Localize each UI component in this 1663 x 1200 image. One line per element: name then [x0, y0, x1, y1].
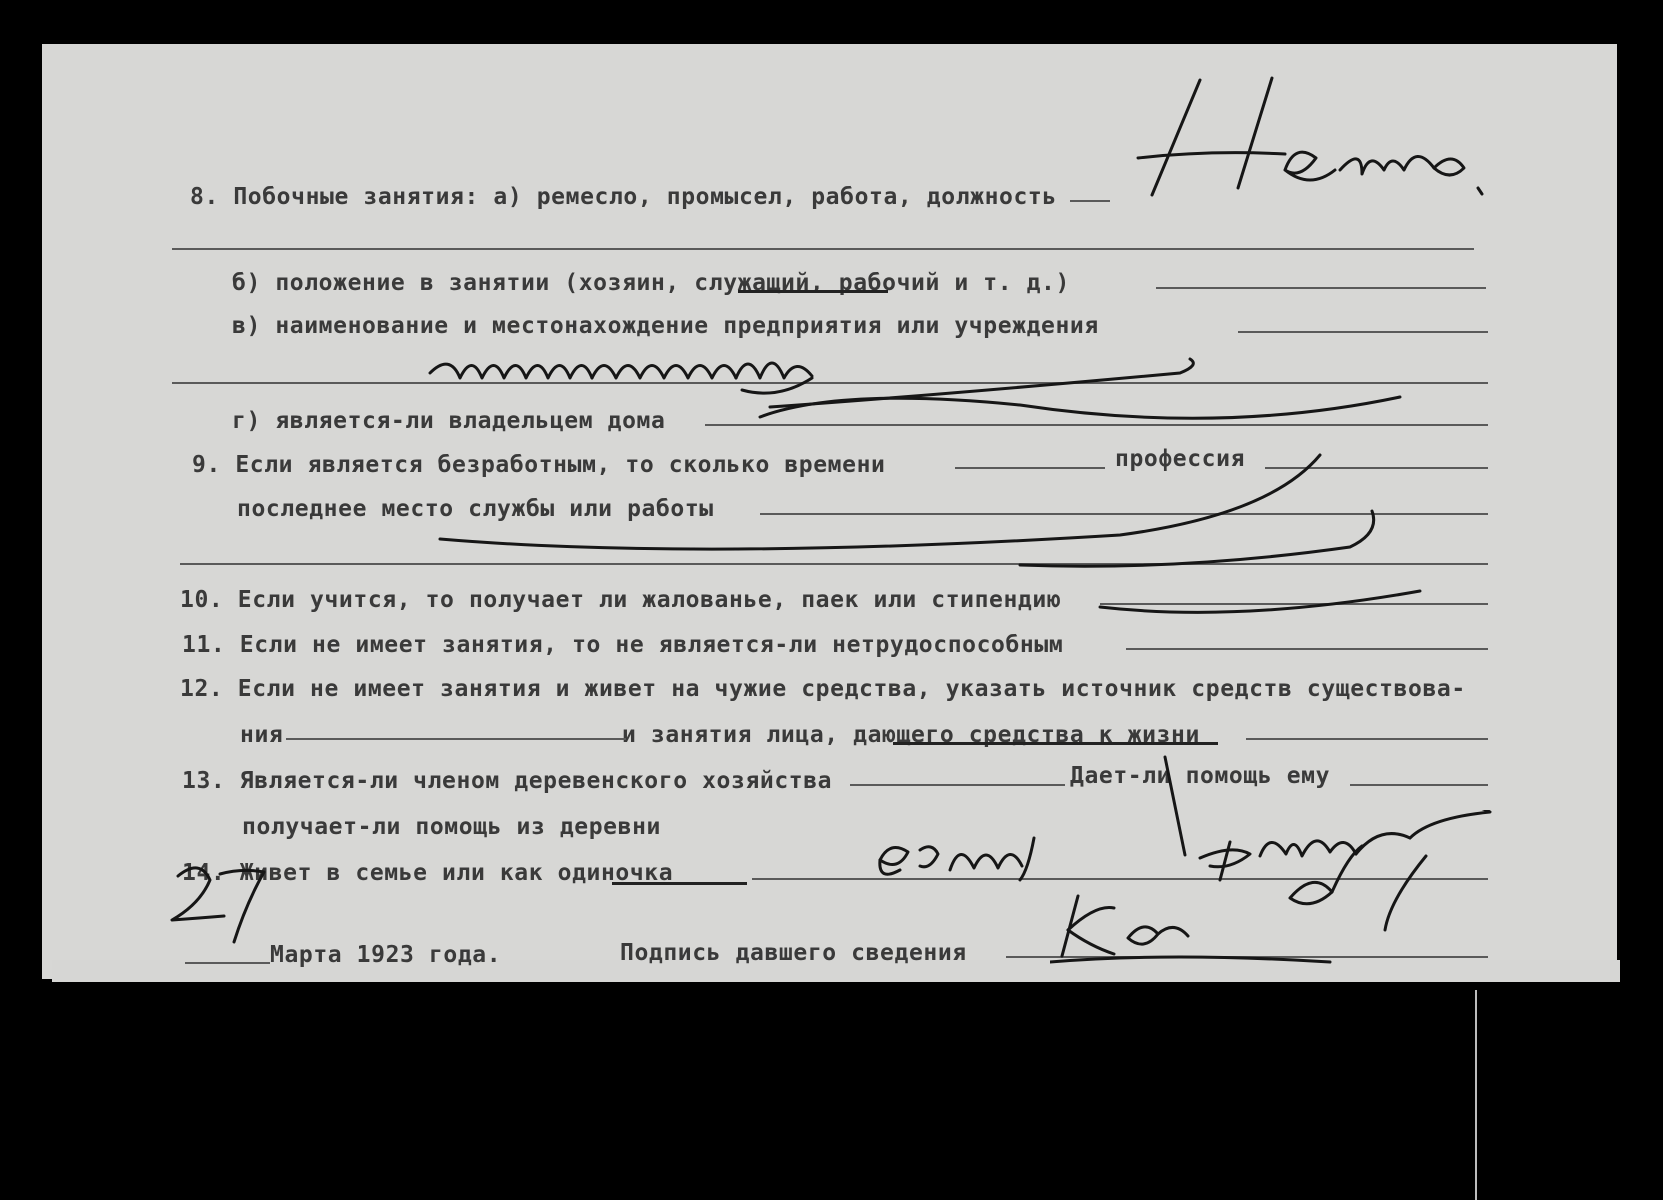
q12b-prefix: ния	[240, 722, 284, 748]
q9c-text: последнее место службы или работы	[237, 496, 714, 522]
handwriting-stroke-mid	[1135, 755, 1195, 865]
q8a-text: 8. Побочные занятия: а) ремесло, промысел, работа, должность	[190, 184, 1057, 210]
underline-sluzhashchiy	[738, 290, 888, 293]
date-month: Марта 1923 года.	[270, 942, 502, 968]
underline-odinochka	[612, 882, 747, 885]
q8g-text: г) является-ли владельцем дома	[232, 408, 666, 434]
q11-text: 11. Если не имеет занятия, то не является-ли нетрудоспособным	[182, 632, 1064, 658]
handwriting-occupation	[1100, 70, 1520, 220]
rule-q13b	[1350, 784, 1488, 786]
rule-q8v	[1238, 331, 1488, 333]
q13b-text: Дает-ли помощь ему	[1070, 763, 1331, 789]
rule-q8a-2	[172, 248, 1474, 250]
q13a-text: 13. Является-ли членом деревенского хозяйства	[182, 768, 833, 794]
q10-text: 10. Если учится, то получает ли жалованье, паек или стипендию	[180, 587, 1062, 613]
q13c-text: получает-ли помощь из деревни	[242, 814, 661, 840]
scan-artifact	[1475, 990, 1477, 1200]
handwriting-dash-strokes	[420, 355, 1500, 775]
signature-label: Подпись давшего сведения	[620, 940, 967, 966]
q12b-text: и занятия лица, дающего средства к жизни	[622, 722, 1200, 748]
q9b-text: профессия	[1115, 446, 1246, 472]
rule-q13a	[850, 784, 1065, 786]
handwriting-signature	[1050, 890, 1350, 970]
handwriting-day	[160, 856, 280, 956]
q12a-text: 12. Если не имеет занятия и живет на чужие средства, указать источник средств существова-	[180, 676, 1466, 702]
rule-date	[185, 962, 270, 964]
rule-q8b	[1156, 287, 1486, 289]
q9a-text: 9. Если является безработным, то сколько времени	[192, 452, 886, 478]
q14-text: 14. Живет в семье или как одиночка	[182, 860, 674, 886]
q8v-text: в) наименование и местонахождение предприятия или учреждения	[232, 313, 1099, 339]
q8b-text: б) положение в занятии (хозяин, служащий, рабочий и т. д.)	[232, 270, 1070, 296]
